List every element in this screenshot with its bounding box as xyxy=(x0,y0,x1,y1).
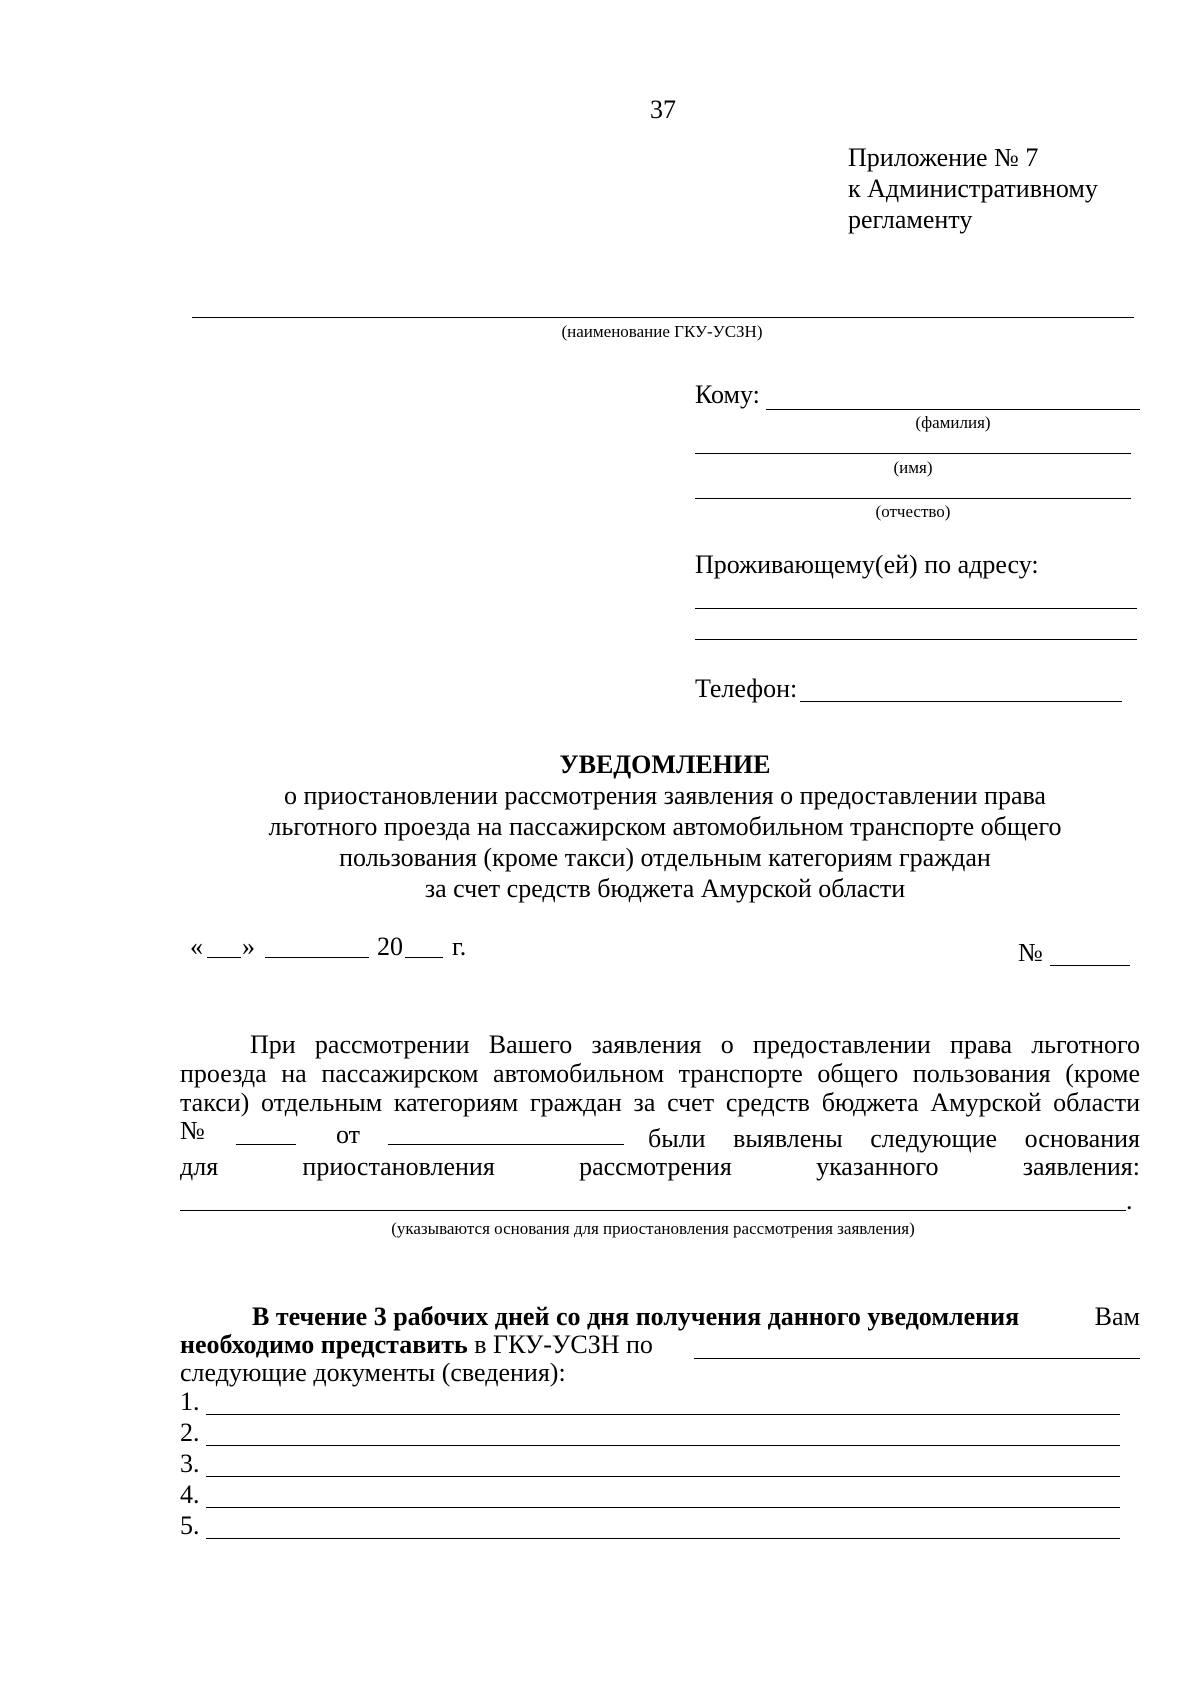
phone-line[interactable] xyxy=(800,701,1122,702)
deadline-date-line[interactable] xyxy=(694,1358,1140,1359)
doc-item-1-number: 1. xyxy=(180,1387,200,1416)
title-line-3: пользования (кроме такси) отдельным категориям граждан xyxy=(339,843,991,872)
body-word: заявления: xyxy=(1022,1152,1140,1181)
day-line[interactable] xyxy=(207,957,241,958)
appendix-line-3: регламенту xyxy=(848,205,973,234)
application-date-line[interactable] xyxy=(388,1144,624,1145)
doc-item-1-line[interactable] xyxy=(206,1414,1120,1415)
docs-bold-text-2: необходимо представить xyxy=(180,1330,468,1359)
body-line-2: проезда на пассажирском автомобильном транспорте общего пользования (кроме xyxy=(180,1059,1140,1088)
body-word: для xyxy=(180,1152,219,1181)
number-sign: № xyxy=(1018,938,1043,967)
title-line-4: за счет средств бюджета Амурской области xyxy=(424,874,906,903)
year-prefix: 20 xyxy=(377,932,403,961)
doc-item-3-line[interactable] xyxy=(206,1476,1120,1477)
doc-item-4-number: 4. xyxy=(180,1480,200,1509)
patronymic-caption: (отчество) xyxy=(875,502,951,521)
docs-bold-text-1: В течение 3 рабочих дней со дня получения данного уведомления xyxy=(252,1302,1020,1331)
body-num-sign: № xyxy=(180,1116,205,1145)
title-line-2: льготного проезда на пассажирском автомобильном транспорте общего xyxy=(268,812,1062,841)
name-line[interactable] xyxy=(695,453,1131,454)
body-line-3: такси) отдельным категориям граждан за счет средств бюджета Амурской области xyxy=(180,1088,1140,1117)
body-word: приостановления xyxy=(302,1152,495,1181)
docs-line-3: следующие документы (сведения): xyxy=(180,1358,566,1387)
to-label: Кому: xyxy=(695,380,760,409)
address-line-2[interactable] xyxy=(695,639,1137,640)
title-block xyxy=(150,750,1180,904)
reasons-caption: (указываются основания для приостановления рассмотрения заявления) xyxy=(391,1219,915,1238)
docs-normal-text-2: в ГКУ-УСЗН по xyxy=(474,1330,653,1359)
body-word: рассмотрения xyxy=(579,1152,732,1181)
surname-line[interactable] xyxy=(766,409,1140,410)
doc-item-5-number: 5. xyxy=(180,1511,200,1540)
doc-item-4-line[interactable] xyxy=(206,1507,1120,1508)
body-from-word: от xyxy=(336,1120,361,1149)
doc-item-3-number: 3. xyxy=(180,1449,200,1478)
docs-normal-text-1: Вам xyxy=(1094,1302,1140,1331)
page-number: 37 xyxy=(650,95,676,124)
doc-item-2-line[interactable] xyxy=(206,1445,1120,1446)
name-caption: (имя) xyxy=(893,458,933,477)
year-suffix: г. xyxy=(452,932,467,961)
docs-line-1 xyxy=(252,1302,1140,1332)
reasons-end-dot: . xyxy=(1126,1186,1133,1215)
phone-label: Телефон: xyxy=(695,674,798,703)
body-line-1: При рассмотрении Вашего заявления о предоставлении права льготного xyxy=(250,1030,1140,1059)
doc-number-line[interactable] xyxy=(1050,965,1130,966)
org-name-line xyxy=(192,317,1134,318)
surname-caption: (фамилия) xyxy=(915,413,991,432)
title-heading: УВЕДОМЛЕНИЕ xyxy=(559,750,771,779)
body-line-4-tail: были выявлены следующие основания xyxy=(648,1124,1140,1153)
appendix-block xyxy=(848,142,1098,235)
quote-open: « xyxy=(190,932,203,961)
docs-line-2 xyxy=(180,1330,653,1360)
reasons-line[interactable] xyxy=(180,1210,1126,1211)
quote-close: » xyxy=(242,932,255,961)
appendix-line-2: к Административному xyxy=(848,174,1098,203)
month-line[interactable] xyxy=(265,957,369,958)
address-line-1[interactable] xyxy=(695,608,1137,609)
application-number-line[interactable] xyxy=(236,1144,296,1145)
title-line-1: о приостановлении рассмотрения заявления о предоставлении права xyxy=(284,781,1046,810)
year-line[interactable] xyxy=(405,957,443,958)
doc-item-5-line[interactable] xyxy=(206,1538,1120,1539)
patronymic-line[interactable] xyxy=(695,498,1131,499)
address-label: Проживающему(ей) по адресу: xyxy=(695,550,1039,579)
body-line-5 xyxy=(180,1152,1140,1182)
doc-item-2-number: 2. xyxy=(180,1418,200,1447)
body-word: указанного xyxy=(816,1152,939,1181)
org-caption: (наименование ГКУ-УСЗН) xyxy=(561,322,763,341)
appendix-line-1: Приложение № 7 xyxy=(848,143,1039,172)
